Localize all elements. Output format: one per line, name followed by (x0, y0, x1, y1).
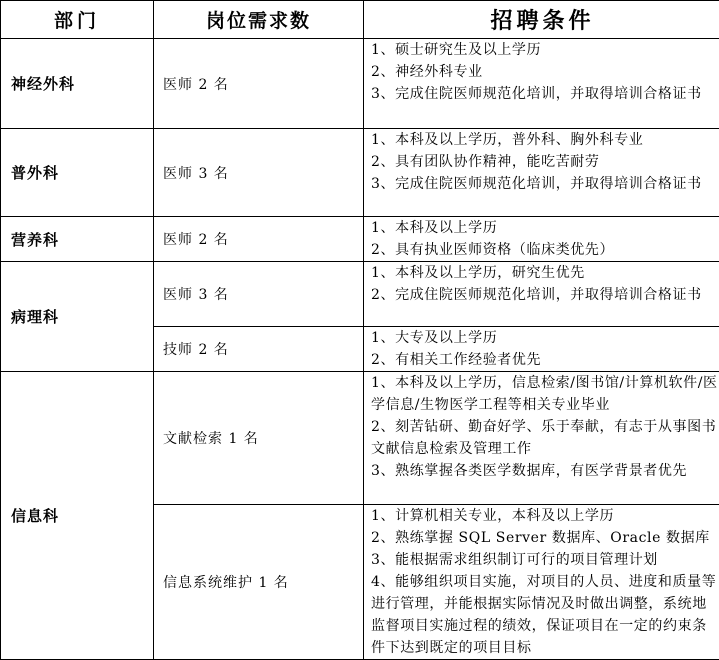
department-cell: 普外科 (1, 129, 154, 217)
header-department: 部门 (1, 1, 154, 39)
position-cell: 医师 2 名 (154, 217, 364, 262)
condition-line: 1、大专及以上学历 (371, 327, 719, 349)
header-conditions: 招聘条件 (364, 1, 719, 39)
condition-line: 3、完成住院医师规范化培训，并取得培训合格证书 (371, 173, 719, 195)
condition-line: 4、能够组织项目实施，对项目的人员、进度和质量等进行管理，并能根据实际情况及时做出调整，系统地监督项目实施过程的绩效，保证项目在一定的约束条件下达到既定的项目目标 (371, 571, 719, 659)
condition-line: 1、硕士研究生及以上学历 (371, 39, 719, 61)
condition-line: 2、熟练掌握 SQL Server 数据库、Oracle 数据库 (371, 527, 719, 549)
position-cell: 医师 3 名 (154, 129, 364, 217)
condition-line: 1、本科及以上学历，研究生优先 (371, 262, 719, 284)
conditions-cell (364, 505, 719, 660)
conditions-cell (364, 327, 719, 372)
table-row (1, 39, 719, 129)
condition-line: 3、完成住院医师规范化培训，并取得培训合格证书 (371, 83, 719, 105)
condition-line: 2、神经外科专业 (371, 61, 719, 83)
department-cell: 病理科 (1, 262, 154, 372)
position-cell: 技师 2 名 (154, 327, 364, 372)
condition-line: 2、具有执业医师资格（临床类优先） (371, 239, 719, 261)
condition-line: 2、完成住院医师规范化培训，并取得培训合格证书 (371, 284, 719, 306)
condition-line: 1、本科及以上学历，普外科、胸外科专业 (371, 129, 719, 151)
department-cell: 营养科 (1, 217, 154, 262)
conditions-cell (364, 129, 719, 217)
table-row (1, 372, 719, 505)
condition-line: 3、能根据需求组织制订可行的项目管理计划 (371, 549, 719, 571)
table-row (1, 217, 719, 262)
conditions-cell (364, 217, 719, 262)
department-cell: 神经外科 (1, 39, 154, 129)
conditions-cell (364, 262, 719, 327)
condition-line: 1、计算机相关专业，本科及以上学历 (371, 505, 719, 527)
position-cell: 医师 2 名 (154, 39, 364, 129)
condition-line: 2、刻苦钻研、勤奋好学、乐于奉献，有志于从事图书文献信息检索及管理工作 (371, 416, 719, 460)
position-cell: 医师 3 名 (154, 262, 364, 327)
condition-line: 2、具有团队协作精神，能吃苦耐劳 (371, 151, 719, 173)
department-cell: 信息科 (1, 372, 154, 660)
condition-line: 2、有相关工作经验者优先 (371, 349, 719, 371)
condition-line: 3、熟练掌握各类医学数据库，有医学背景者优先 (371, 460, 719, 482)
position-cell: 信息系统维护 1 名 (154, 505, 364, 660)
conditions-cell (364, 372, 719, 505)
header-positions: 岗位需求数 (154, 1, 364, 39)
header-row (1, 1, 719, 39)
position-cell: 文献检索 1 名 (154, 372, 364, 505)
conditions-cell (364, 39, 719, 129)
table-row (1, 262, 719, 327)
table-row (1, 129, 719, 217)
condition-line: 1、本科及以上学历，信息检索/图书馆/计算机软件/医学信息/生物医学工程等相关专业毕业 (371, 372, 719, 416)
condition-line: 1、本科及以上学历 (371, 217, 719, 239)
